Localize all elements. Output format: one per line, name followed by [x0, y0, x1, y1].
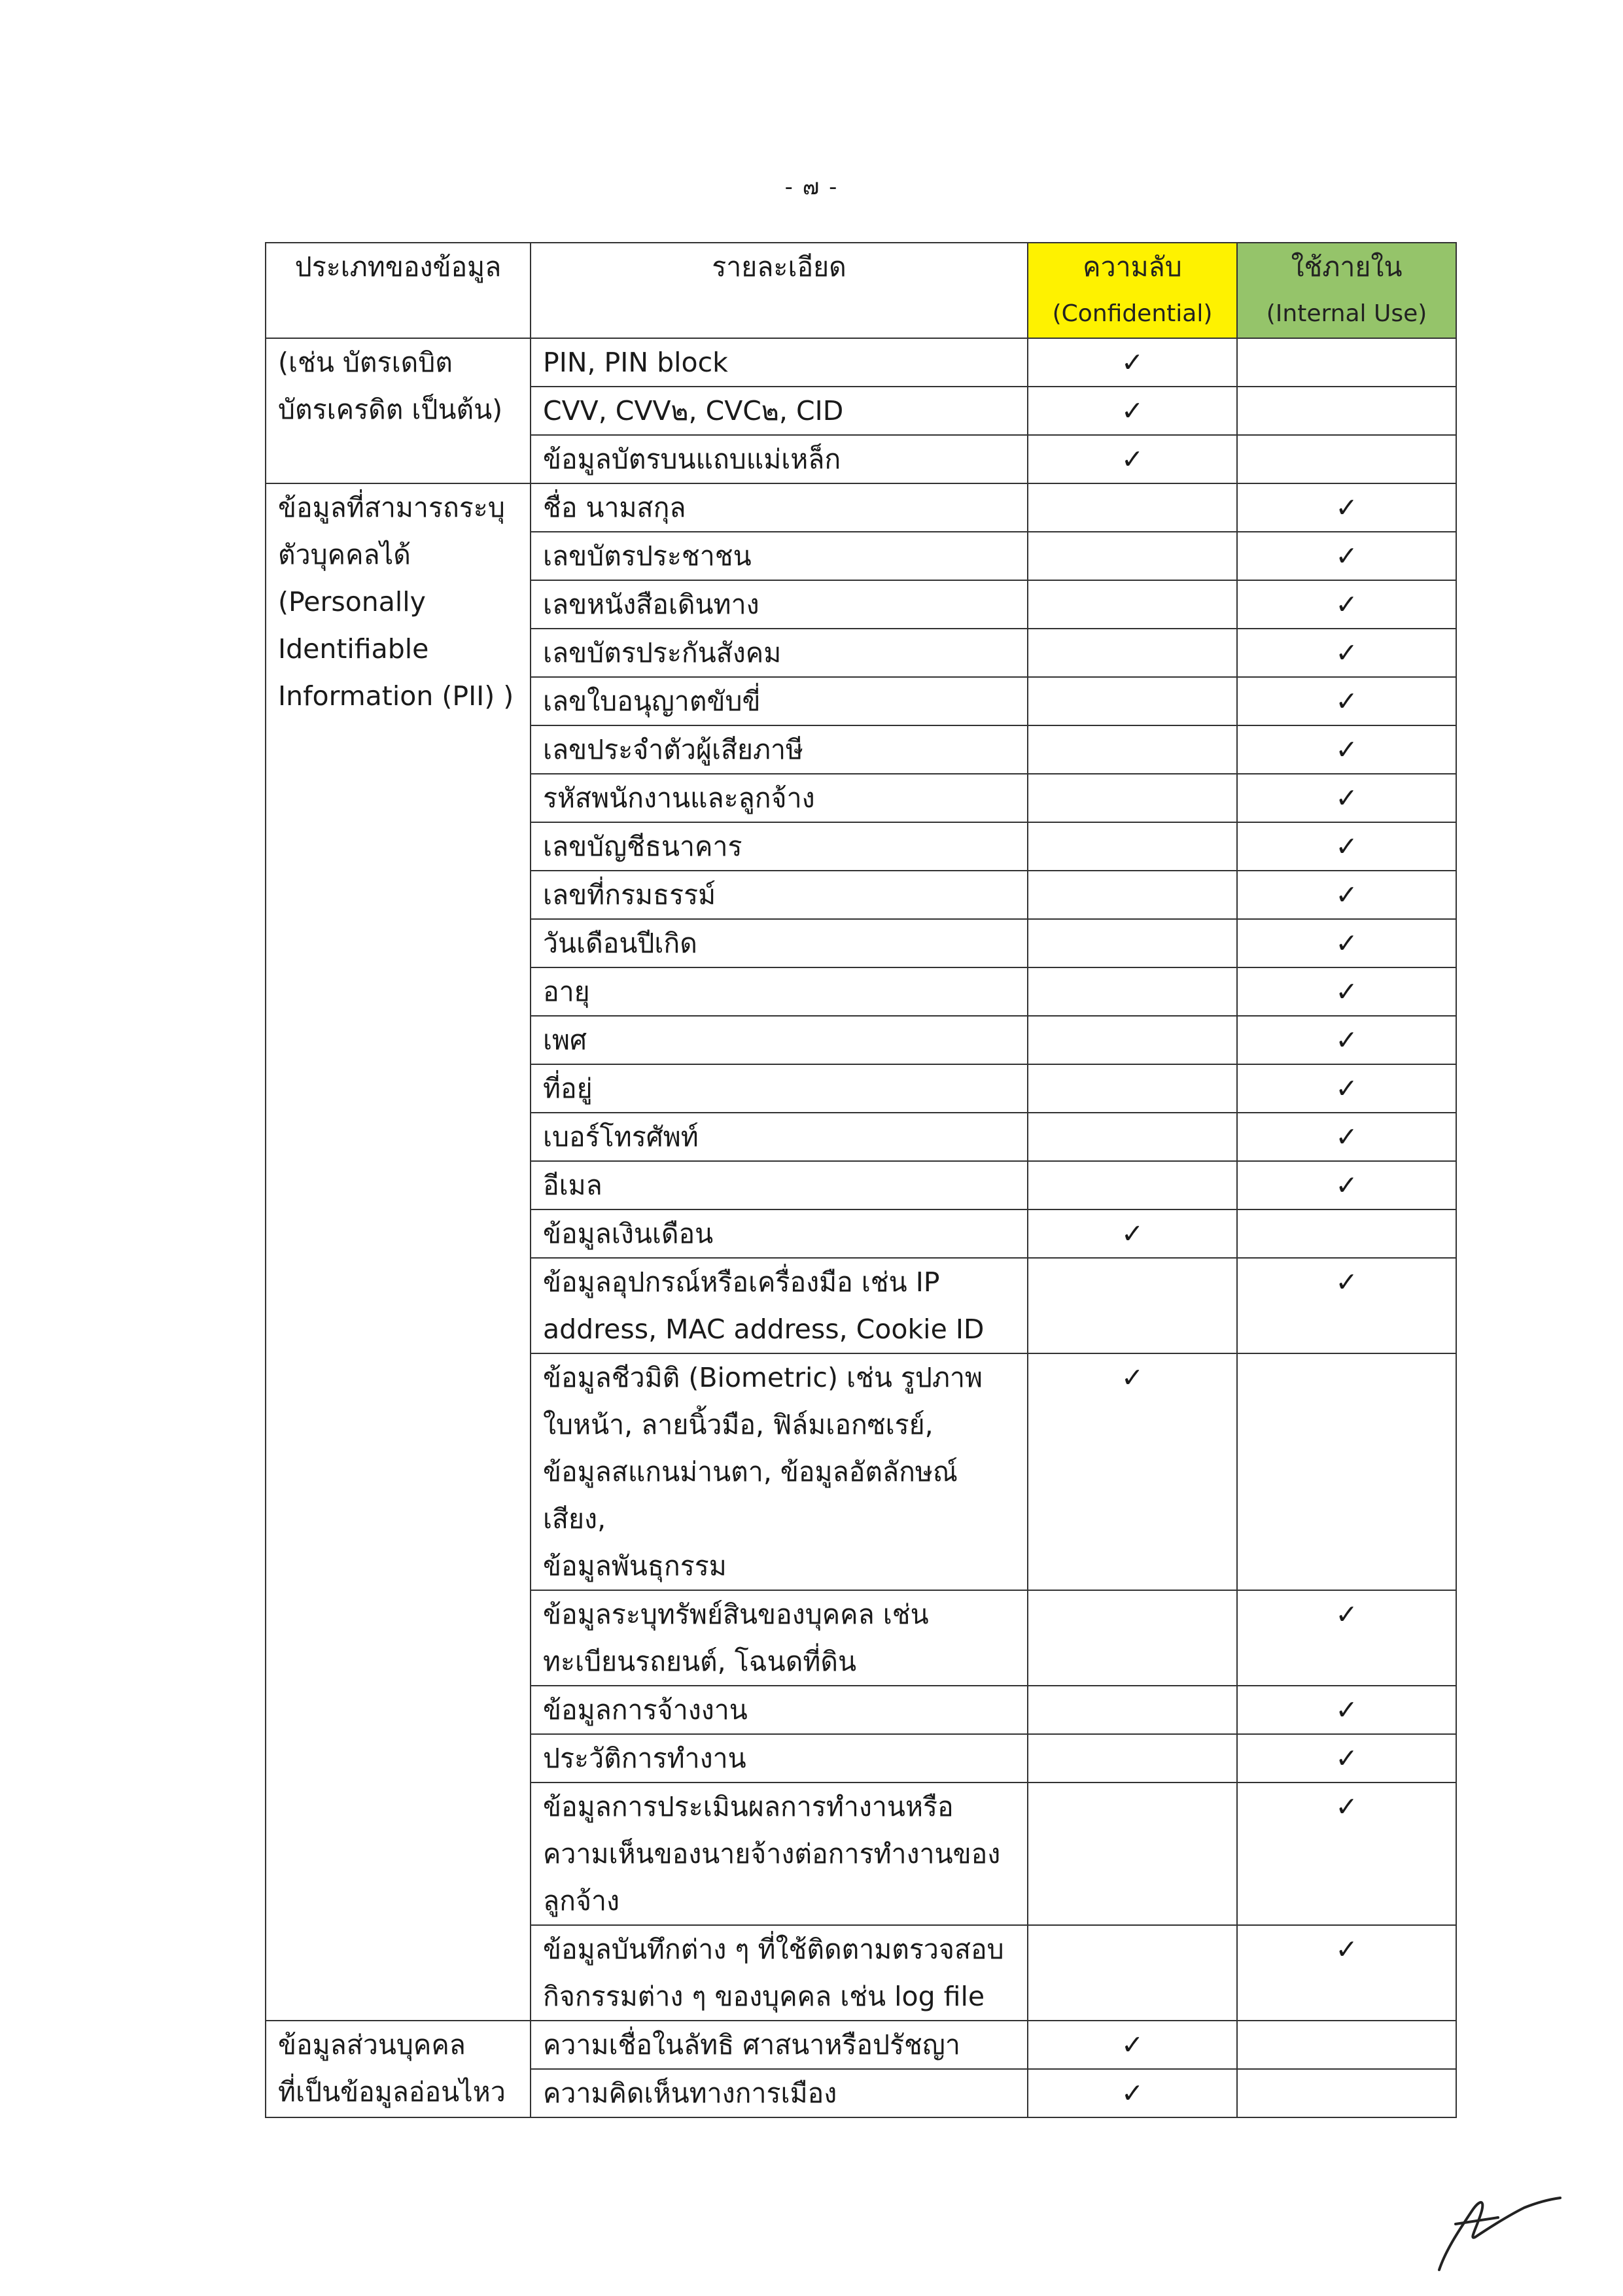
internal-mark-cell	[1237, 435, 1456, 483]
header-confidential-en: (Confidential)	[1052, 300, 1213, 327]
page-number: - ๗ -	[784, 174, 839, 200]
detail-cell	[531, 1925, 1028, 2021]
internal-mark-cell	[1237, 1783, 1456, 1925]
checkmark-icon: ✓	[1335, 1743, 1358, 1774]
internal-mark-cell	[1237, 774, 1456, 822]
header-internal-th: ใช้ภายใน	[1291, 251, 1403, 283]
detail-line: เบอร์โทรศัพท์	[543, 1121, 699, 1153]
table-body	[266, 338, 1456, 2117]
confidential-mark-cell	[1028, 1161, 1237, 1209]
checkmark-icon: ✓	[1335, 686, 1358, 717]
detail-cell	[531, 2069, 1028, 2117]
confidential-mark-cell	[1028, 629, 1237, 677]
internal-mark-cell	[1237, 677, 1456, 725]
detail-cell	[531, 1258, 1028, 1353]
detail-line: วันเดือนปีเกิด	[543, 928, 697, 959]
detail-cell	[531, 483, 1028, 532]
detail-line: กิจกรรมต่าง ๆ ของบุคคล เช่น log file	[543, 1981, 985, 2012]
internal-mark-cell	[1237, 532, 1456, 580]
detail-cell	[531, 919, 1028, 967]
detail-line: ข้อมูลบันทึกต่าง ๆ ที่ใช้ติดตามตรวจสอบ	[543, 1934, 1004, 1965]
header-confidential	[1028, 243, 1237, 338]
detail-line: อีเมล	[543, 1170, 602, 1201]
detail-line: ข้อมูลเงินเดือน	[543, 1218, 714, 1249]
confidential-mark-cell	[1028, 774, 1237, 822]
confidential-mark-cell	[1028, 919, 1237, 967]
internal-mark-cell	[1237, 919, 1456, 967]
confidential-mark-cell	[1028, 338, 1237, 387]
detail-line: เลขบัตรประชาชน	[543, 540, 752, 572]
detail-cell	[531, 725, 1028, 774]
detail-line: PIN, PIN block	[543, 347, 728, 378]
detail-cell	[531, 629, 1028, 677]
confidential-mark-cell	[1028, 1353, 1237, 1590]
internal-mark-cell	[1237, 2021, 1456, 2069]
detail-cell	[531, 1064, 1028, 1113]
internal-mark-cell	[1237, 1686, 1456, 1734]
internal-mark-cell	[1237, 580, 1456, 629]
detail-line: ทะเบียนรถยนต์, โฉนดที่ดิน	[543, 1646, 857, 1677]
checkmark-icon: ✓	[1335, 1073, 1358, 1104]
checkmark-icon: ✓	[1335, 976, 1358, 1007]
data-type-line: (เช่น บัตรเดบิต	[278, 347, 453, 378]
checkmark-icon: ✓	[1335, 879, 1358, 911]
detail-line: address, MAC address, Cookie ID	[543, 1313, 985, 1345]
internal-mark-cell	[1237, 387, 1456, 435]
confidential-mark-cell	[1028, 1925, 1237, 2021]
data-type-line: Identifiable	[278, 633, 429, 665]
internal-mark-cell	[1237, 822, 1456, 871]
checkmark-icon: ✓	[1335, 1934, 1358, 1965]
detail-cell	[531, 2021, 1028, 2069]
detail-line: ข้อมูลพันธุกรรม	[543, 1550, 727, 1582]
detail-cell	[531, 871, 1028, 919]
header-data-type: ประเภทของข้อมูล	[266, 243, 531, 338]
internal-mark-cell	[1237, 725, 1456, 774]
detail-cell	[531, 1353, 1028, 1590]
detail-line: ลูกจ้าง	[543, 1885, 620, 1917]
signature	[1420, 2172, 1563, 2276]
data-type-cell	[266, 338, 531, 483]
detail-line: ข้อมูลชีวมิติ (Biometric) เช่น รูปภาพ	[543, 1362, 983, 1393]
internal-mark-cell	[1237, 629, 1456, 677]
detail-line: เลขที่กรมธรรม์	[543, 879, 716, 911]
internal-mark-cell	[1237, 1925, 1456, 2021]
confidential-mark-cell	[1028, 483, 1237, 532]
confidential-mark-cell	[1028, 1064, 1237, 1113]
confidential-mark-cell	[1028, 1590, 1237, 1686]
checkmark-icon: ✓	[1121, 2029, 1144, 2061]
detail-line: ความเชื่อในลัทธิ ศาสนาหรือปรัชญา	[543, 2029, 960, 2061]
data-type-cell	[266, 2021, 531, 2117]
detail-line: ข้อมูลอุปกรณ์หรือเครื่องมือ เช่น IP	[543, 1266, 940, 1298]
detail-cell	[531, 1783, 1028, 1925]
data-type-line: ข้อมูลส่วนบุคคล	[278, 2029, 466, 2061]
detail-cell	[531, 532, 1028, 580]
table-header-row	[266, 243, 1456, 338]
checkmark-icon: ✓	[1121, 444, 1144, 475]
detail-line: เลขบัญชีธนาคาร	[543, 831, 742, 862]
detail-line: เพศ	[543, 1024, 587, 1056]
detail-cell	[531, 1161, 1028, 1209]
checkmark-icon: ✓	[1335, 1694, 1358, 1726]
detail-cell	[531, 387, 1028, 435]
detail-cell	[531, 580, 1028, 629]
detail-cell	[531, 435, 1028, 483]
internal-mark-cell	[1237, 1209, 1456, 1258]
confidential-mark-cell	[1028, 387, 1237, 435]
detail-line: เลขบัตรประกันสังคม	[543, 637, 782, 669]
confidential-mark-cell	[1028, 822, 1237, 871]
checkmark-icon: ✓	[1335, 1266, 1358, 1298]
checkmark-icon: ✓	[1335, 782, 1358, 814]
data-type-line: (Personally	[278, 586, 426, 617]
data-type-line: Information (PII) )	[278, 680, 514, 712]
checkmark-icon: ✓	[1335, 1024, 1358, 1056]
detail-line: ชื่อ นามสกุล	[543, 492, 686, 523]
confidential-mark-cell	[1028, 677, 1237, 725]
checkmark-icon: ✓	[1335, 1170, 1358, 1201]
detail-line: ความเห็นของนายจ้างต่อการทำงานของ	[543, 1838, 1001, 1870]
table-row	[266, 338, 1456, 387]
confidential-mark-cell	[1028, 871, 1237, 919]
detail-line: ประวัติการทำงาน	[543, 1743, 746, 1774]
detail-line: ข้อมูลการจ้างงาน	[543, 1694, 748, 1726]
confidential-mark-cell	[1028, 967, 1237, 1016]
internal-mark-cell	[1237, 483, 1456, 532]
checkmark-icon: ✓	[1335, 1791, 1358, 1822]
checkmark-icon: ✓	[1335, 540, 1358, 572]
checkmark-icon: ✓	[1335, 589, 1358, 620]
checkmark-icon: ✓	[1335, 1599, 1358, 1630]
detail-cell	[531, 774, 1028, 822]
table-row	[266, 2021, 1456, 2069]
detail-line: ข้อมูลระบุทรัพย์สินของบุคคล เช่น	[543, 1599, 929, 1630]
internal-mark-cell	[1237, 1258, 1456, 1353]
internal-mark-cell	[1237, 967, 1456, 1016]
checkmark-icon: ✓	[1335, 637, 1358, 669]
data-type-line: ที่เป็นข้อมูลอ่อนไหว	[278, 2076, 506, 2108]
detail-line: เลขหนังสือเดินทาง	[543, 589, 759, 620]
table-row	[266, 483, 1456, 532]
internal-mark-cell	[1237, 1734, 1456, 1783]
confidential-mark-cell	[1028, 2021, 1237, 2069]
header-confidential-th: ความลับ	[1083, 251, 1182, 283]
confidential-mark-cell	[1028, 1734, 1237, 1783]
confidential-mark-cell	[1028, 1783, 1237, 1925]
checkmark-icon: ✓	[1335, 734, 1358, 765]
detail-cell	[531, 338, 1028, 387]
data-type-line: ตัวบุคคลได้	[278, 539, 411, 570]
detail-line: อายุ	[543, 976, 590, 1007]
detail-line: ที่อยู่	[543, 1073, 593, 1104]
checkmark-icon: ✓	[1335, 831, 1358, 862]
detail-cell	[531, 1113, 1028, 1161]
detail-cell	[531, 1209, 1028, 1258]
confidential-mark-cell	[1028, 532, 1237, 580]
header-internal-en: (Internal Use)	[1266, 300, 1427, 327]
data-type-cell	[266, 483, 531, 2021]
header-detail: รายละเอียด	[531, 243, 1028, 338]
detail-line: ข้อมูลสแกนม่านตา, ข้อมูลอัตลักษณ์เสียง,	[543, 1456, 958, 1535]
detail-line: ข้อมูลบัตรบนแถบแม่เหล็ก	[543, 444, 841, 475]
data-type-line: บัตรเครดิต เป็นต้น)	[278, 394, 503, 425]
data-classification-table	[265, 242, 1457, 2118]
checkmark-icon: ✓	[1121, 395, 1144, 426]
checkmark-icon: ✓	[1121, 1218, 1144, 1249]
detail-cell	[531, 967, 1028, 1016]
confidential-mark-cell	[1028, 1686, 1237, 1734]
detail-line: เลขใบอนุญาตขับขี่	[543, 686, 761, 717]
detail-line: ความคิดเห็นทางการเมือง	[543, 2078, 837, 2109]
detail-line: ข้อมูลการประเมินผลการทำงานหรือ	[543, 1791, 954, 1822]
confidential-mark-cell	[1028, 580, 1237, 629]
confidential-mark-cell	[1028, 1209, 1237, 1258]
header-internal	[1237, 243, 1456, 338]
confidential-mark-cell	[1028, 1113, 1237, 1161]
confidential-mark-cell	[1028, 1016, 1237, 1064]
detail-cell	[531, 1016, 1028, 1064]
confidential-mark-cell	[1028, 435, 1237, 483]
checkmark-icon: ✓	[1335, 492, 1358, 523]
internal-mark-cell	[1237, 338, 1456, 387]
checkmark-icon: ✓	[1121, 2078, 1144, 2109]
detail-cell	[531, 822, 1028, 871]
detail-line: CVV, CVV๒, CVC๒, CID	[543, 395, 844, 426]
confidential-mark-cell	[1028, 725, 1237, 774]
checkmark-icon: ✓	[1335, 928, 1358, 959]
internal-mark-cell	[1237, 2069, 1456, 2117]
checkmark-icon: ✓	[1121, 1362, 1144, 1393]
internal-mark-cell	[1237, 1161, 1456, 1209]
internal-mark-cell	[1237, 1064, 1456, 1113]
internal-mark-cell	[1237, 1353, 1456, 1590]
detail-line: รหัสพนักงานและลูกจ้าง	[543, 782, 815, 814]
detail-cell	[531, 1734, 1028, 1783]
confidential-mark-cell	[1028, 1258, 1237, 1353]
checkmark-icon: ✓	[1335, 1121, 1358, 1153]
detail-line: ใบหน้า, ลายนิ้วมือ, ฟิล์มเอกซเรย์,	[543, 1409, 934, 1440]
confidential-mark-cell	[1028, 2069, 1237, 2117]
detail-cell	[531, 677, 1028, 725]
internal-mark-cell	[1237, 1016, 1456, 1064]
internal-mark-cell	[1237, 1590, 1456, 1686]
detail-line: เลขประจำตัวผู้เสียภาษี	[543, 734, 804, 765]
detail-cell	[531, 1686, 1028, 1734]
detail-cell	[531, 1590, 1028, 1686]
internal-mark-cell	[1237, 871, 1456, 919]
checkmark-icon: ✓	[1121, 347, 1144, 378]
data-type-line: ข้อมูลที่สามารถระบุ	[278, 492, 505, 523]
internal-mark-cell	[1237, 1113, 1456, 1161]
